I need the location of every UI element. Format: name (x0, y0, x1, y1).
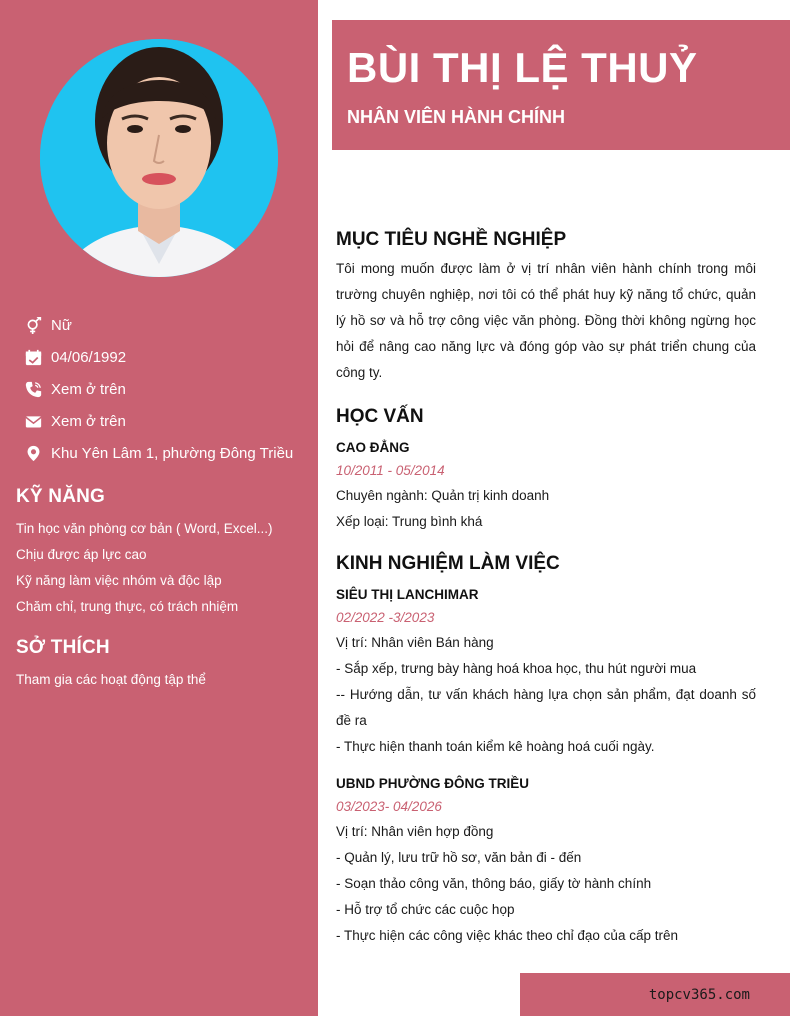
contact-address (24, 437, 314, 469)
email-icon (24, 412, 43, 431)
education-title: HỌC VẤN (336, 406, 424, 427)
hobby-item: Tham gia các hoạt động tập thể (16, 672, 206, 687)
education-period: 10/2011 - 05/2014 (336, 463, 445, 478)
job-line: -- Hướng dẫn, tư vấn khách hàng lựa chọn sản phẩm, đạt doanh số đề ra (336, 687, 756, 728)
hobbies-title: SỞ THÍCH (16, 637, 110, 658)
contact-email-text: Xem ở trên (51, 412, 126, 430)
skill-item: Chăm chỉ, trung thực, có trách nhiệm (16, 599, 239, 614)
education-major: Chuyên ngành: Quản trị kinh doanh (336, 488, 550, 503)
avatar (40, 39, 278, 277)
skills-section (16, 486, 306, 620)
education-section (336, 406, 756, 535)
job-line: - Quản lý, lưu trữ hồ sơ, văn bản đi - đến (336, 850, 582, 865)
contact-birthday (24, 341, 314, 373)
contact-phone (24, 373, 314, 405)
objective-text: Tôi mong muốn được làm ở vị trí nhân viên hành chính trong môi trường chuyên nghiệp, nơi tôi có thể phát huy kỹ năng tổ chức, quản lý hồ sơ và hỗ trợ công việc văn phòng. Đồng thời không ngừng học hỏi để nâng cao năng lực và đóng góp vào sự phát triển chung của công ty. (336, 261, 756, 380)
job-period: 03/2023- 04/2026 (336, 799, 442, 814)
candidate-role: NHÂN VIÊN HÀNH CHÍNH (347, 107, 566, 127)
contact-gender-text: Nữ (51, 316, 72, 334)
education-grade: Xếp loại: Trung bình khá (336, 514, 483, 529)
candidate-name: BÙI THỊ LỆ THUỶ (347, 44, 698, 91)
contact-list (24, 309, 314, 469)
skills-title: KỸ NĂNG (16, 486, 106, 507)
gender-icon (24, 316, 43, 335)
job-entry (336, 773, 756, 949)
job-line: Vị trí: Nhân viên hợp đồng (336, 824, 494, 839)
sidebar (0, 0, 318, 1016)
contact-gender (24, 309, 314, 341)
skill-item: Kỹ năng làm việc nhóm và độc lập (16, 573, 222, 588)
footer-bar (520, 973, 790, 1016)
job-line: Vị trí: Nhân viên Bán hàng (336, 635, 494, 650)
objective-section (336, 229, 756, 386)
contact-phone-text: Xem ở trên (51, 380, 126, 398)
skill-item: Tin học văn phòng cơ bản ( Word, Excel...) (16, 521, 273, 536)
job-period: 02/2022 -3/2023 (336, 610, 435, 625)
experience-section (336, 553, 756, 949)
job-company: SIÊU THỊ LANCHIMAR (336, 587, 479, 602)
objective-title: MỤC TIÊU NGHỀ NGHIỆP (336, 229, 567, 250)
location-icon (24, 444, 43, 463)
job-line: - Soạn thảo công văn, thông báo, giấy tờ hành chính (336, 876, 652, 891)
job-company: UBND PHƯỜNG ĐÔNG TRIỀU (336, 776, 529, 791)
education-school: CAO ĐẲNG (336, 440, 410, 455)
calendar-icon (24, 348, 43, 367)
hobbies-section (16, 637, 306, 693)
job-line: - Sắp xếp, trưng bày hàng hoá khoa học, thu hút người mua (336, 661, 697, 676)
job-line: - Hỗ trợ tổ chức các cuộc họp (336, 902, 515, 917)
job-entry (336, 584, 756, 760)
experience-title: KINH NGHIỆM LÀM VIỆC (336, 553, 560, 574)
header-banner (332, 20, 790, 150)
contact-email (24, 405, 314, 437)
skill-item: Chịu được áp lực cao (16, 547, 147, 562)
phone-icon (24, 380, 43, 399)
contact-address-text: Khu Yên Lâm 1, phường Đông Triều (51, 444, 294, 462)
job-line: - Thực hiện thanh toán kiểm kê hoàng hoá cuối ngày. (336, 739, 655, 754)
footer-site[interactable]: topcv365.com (648, 987, 750, 1003)
job-line: - Thực hiện các công việc khác theo chỉ đạo của cấp trên (336, 928, 678, 943)
contact-birthday-text: 04/06/1992 (51, 348, 127, 366)
profile-photo (40, 39, 278, 277)
